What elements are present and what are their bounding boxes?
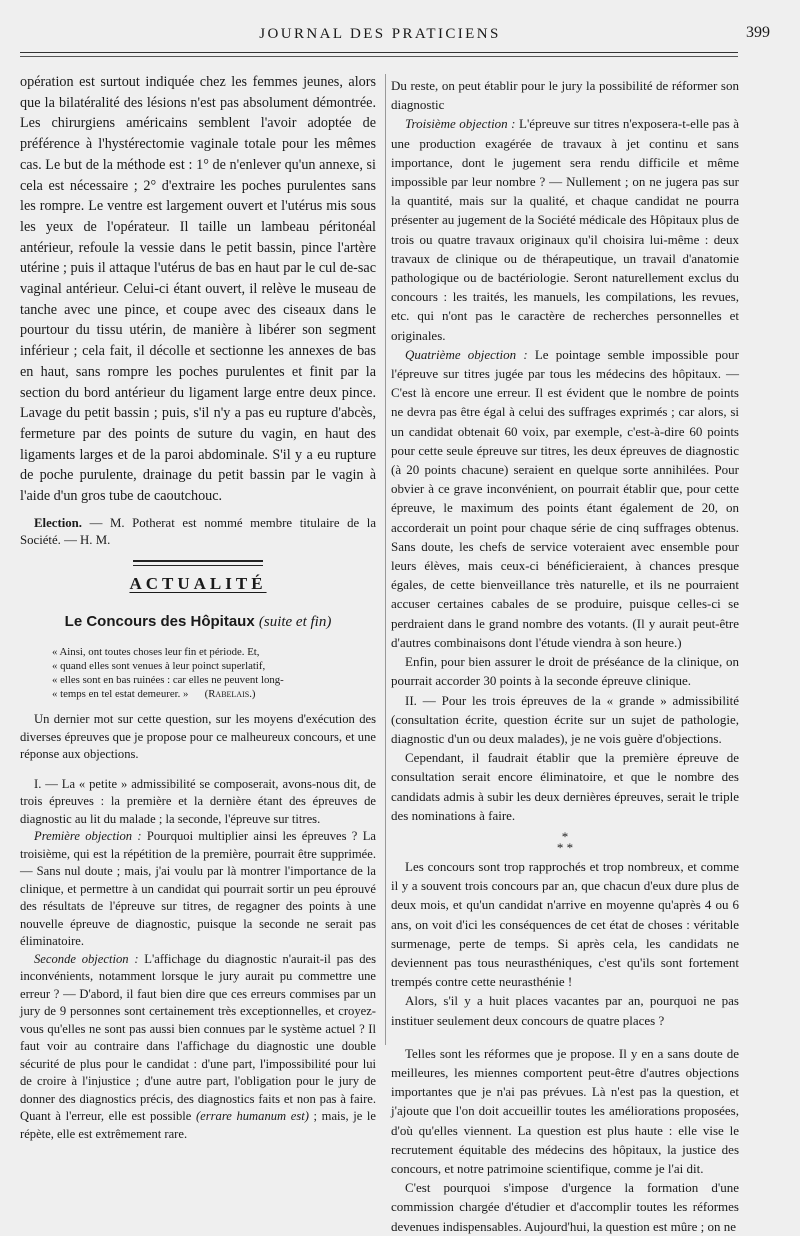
objection-label: Quatrième objection : [405, 346, 528, 362]
objection-paragraph: Seconde objection : L'affichage du diagnostic n'aurait-il pas des inconvénients, notamment lorsque le jury aurait pu commettre une erreur ? — D'abord, il faut bien dire que ces erreurs commises par un jury de 9 personnes sont certainement très exceptionnelles, et croyez-vous qu'elles ne sont pas aussi bien connues par le système actuel ? Il faut voir au contraire dans l'affichage du diagnostic une double sécurité de plus pour le candidat : d'une part, l'impossibilité pour lui de croire à l'injustice ; d'une autre part, l'obligation pour le jury de donner des diagnostics précis, des diagnostics faits et non pas à faire. Quant à l'erreur, elle est possible (errare humanum est) ; mais, je le répète, elle est extrêmement rare. [20, 951, 376, 1141]
objection-label: Troisième objection : [405, 116, 516, 132]
article-paragraph: Alors, s'il y a huit places vacantes par an, pourquoi ne pas instituer seulement deux concours de quatre places ? [391, 993, 739, 1028]
section-rule-thin [133, 565, 263, 566]
column-divider [385, 74, 386, 1045]
article-paragraph: Enfin, pour bien assurer le droit de préséance de la clinique, on pourrait accorder 30 points à la seconde épreuve clinique. [391, 654, 739, 689]
epigraph-line-last: « temps en tel estat demeurer. » (Rabelais.) [52, 688, 256, 701]
objection-paragraph: Troisième objection : L'épreuve sur titres n'exposera-t-elle pas à une production exagérée de travaux à jet continu et sans importance, dont le jugement sera rendu difficile et même impossible par leur nombre ? — Nullement ; on ne jugera pas sur la quantité, mais sur la qualité, et chaque candidat ne pourra présenter au jugement de la Société médicale des Hôpitaux plus de trois ou quatre travaux originaux qu'il choisira lui-même : deux travaux de clinique ou de thérapeutique, un travail d'anatomie pathologique ou de bactériologie. Seront naturellement exclus du concours : les traités, les manuels, les compilations, les revues, etc. qui n'ont pas le caractère de recherches personnelles et originales. [391, 116, 739, 343]
latin-phrase: (errare humanum est) [195, 1109, 309, 1124]
objection-label: Seconde objection : [34, 951, 139, 966]
election-label: Election. [34, 515, 82, 530]
left-column [20, 72, 376, 1143]
page-header [20, 22, 770, 50]
epigraph [52, 645, 376, 701]
section-heading: ACTUALITÉ [129, 573, 267, 593]
election-text: — M. Potherat est nommé membre titulaire de la Société. — H. M. [20, 515, 376, 548]
epigraph-line: « quand elles sont venues à leur poinct superlatif, [52, 660, 266, 673]
article-paragraph: I. — La « petite » admissibilité se composerait, avons-nous dit, de trois épreuves : la première et la dernière étant des épreuves de diagnostic au lit du malade ; la seconde, l'épreuve sur titres. [20, 776, 376, 826]
article-paragraph: Du reste, on peut établir pour le jury la possibilité de réformer son diagnostic [391, 78, 739, 113]
election-notice [20, 515, 376, 550]
epigraph-line: « Ainsi, ont toutes choses leur fin et période. Et, [52, 646, 260, 659]
section-separator-asterism: * * * [556, 828, 574, 855]
article-body-left [20, 711, 376, 1143]
article-title-text: Le Concours des Hôpitaux [64, 613, 255, 631]
article-paragraph: Les concours sont trop rapprochés et trop nombreux, et comme il y a souvent trois concours par an, que chacun d'eux dure plus de deux mois, et qu'un candidat n'arrive en moyenne qu'après 4 ou 6 ans, on voit d'ici les conséquences de cet état de choses : véritable surmenage, perte de temps. Si après cela, les candidats ne deviennent pas tous neurasthéniques, c'est qu'ils sont fortement trempés contre cette neurasthénie ! [391, 858, 739, 990]
epigraph-line: « elles sont en bas ruinées : car elles ne peuvent long- [52, 674, 284, 687]
article-title [20, 612, 376, 633]
header-rule [20, 52, 738, 57]
page-number: 399 [746, 24, 770, 41]
epigraph-source: (Rabelais.) [204, 688, 256, 701]
objection-label: Première objection : [34, 829, 142, 844]
article-paragraph: Cependant, il faudrait établir que la première épreuve de consultation serait encore éliminatoire, et que le nombre des candidats admis à subir les deux dernières épreuves, serait le triple des nominations à faire. [391, 750, 739, 823]
surgery-paragraph: opération est surtout indiquée chez les femmes jeunes, alors que la bilatéralité des lésions n'est pas absolument démontrée. Les chirurgiens américains semblent l'avoir adoptée de préférence à l'hystérectomie vaginale totale pour les mêmes cas. Le but de la méthode est : 1° de n'enlever qu'un annexe, si cela est nécessaire ; 2° d'extraire les poches purulentes sans les rompre. Le ventre est largement ouvert et l'utérus mis sous les yeux de l'opérateur. Il taille un lambeau péritonéal antérieur, refoule la vessie dans le petit bassin, pince l'artère utérine ; puis il attaque l'utérus de bas en haut par le cul de-sac vaginal antérieur. Celui-ci étant ouvert, il relève le museau de tanche avec une pince, et coupe avec des ciseaux dans le pourtour du tissu utérin, de manière à libérer son segment inférieur ; cela fait, il décolle et sectionne les annexes de bas en haut, sans rompre les poches purulentes et finit par la section du bord antérieur du ligament large entre deux pince. Lavage du petit bassin ; puis, s'il n'y a pas eu rupture d'abcès, fermeture par des points de suture du vagin, en haut des ligaments larges et de la paroi abdominale. S'il y a eu rupture de poche purulente, drainage du petit bassin par le vagin à l'aide d'un gros tube de caoutchouc. [20, 74, 376, 505]
article-paragraph: Telles sont les réformes que je propose. Il y en a sans doute de meilleures, les miennes comportent peut-être d'autres objections importantes que je n'ai pas prévues. Là n'est pas la question, et j'ajoute que l'on doit accueillir toutes les améliorations proposées, d'où qu'elles viennent. La question est plus haute : elle vise le recrutement équitable des médecins des hôpitaux, la justice des concours, et notre patrimoine scientifique, comme je l'ai dit. [391, 1045, 739, 1176]
right-column [391, 76, 739, 1236]
section-rule-thick [133, 560, 263, 562]
objection-paragraph: Quatrième objection : Le pointage semble impossible pour l'épreuve sur titres jugée par tous les médecins des hôpitaux. — C'est là encore une erreur. Il est évident que le nombre de points ne devra pas être égal à celui des suffrages exprimés ; car alors, si un candidat obtenait 60 voix, par exemple, c'est-à-dire 60 points pour cette seule épreuve sur titres, les deux épreuves de diagnostic (à 20 points chacune) seraient en quelque sorte annihilées. Pour obvier à ce grave inconvénient, on pourrait établir que, pour cette épreuve, le maximum des points étant également de 20, on accorderait un point pour chaque série de cinq suffrages obtenus. Sans doute, les chefs de service voteraient avec ensemble pour leurs élèves, mais ceux-ci bénéficieraient, à chances presque égales, de cette bienveillance très naturelle, et ils ne pourraient accuser certaines cabales de se produire, puisque celles-ci se perdraient dans le grand nombre des votants. (Il y aurait peut-être d'autres combinaisons dont l'étude viendra à son heure.) [391, 346, 739, 650]
article-paragraph: C'est pourquoi s'impose d'urgence la formation d'une commission chargée d'étudier et d'accomplir toutes les réformes devenues indispensables. Aujourd'hui, la question est mûre ; on ne [391, 1180, 739, 1234]
article-subtitle: (suite et fin) [258, 614, 332, 631]
running-title: JOURNAL DES PRATICIENS [259, 26, 501, 42]
objection-paragraph: Première objection : Pourquoi multiplier ainsi les épreuves ? La troisième, qui est la répétition de la première, pourrait être supprimée. — Sans nul doute ; mais, j'ai voulu par là montrer l'importance de la clinique, et permettre à un candidat qui pourrait sortir un peu éprouvé des résultats de l'épreuve sur titres, de regagner des points à une nouvelle épreuve de diagnostic, puisque la seconde ne serait pas éliminatoire. [20, 829, 376, 949]
article-paragraph: II. — Pour les trois épreuves de la « grande » admissibilité (consultation écrite, question écrite sur un sujet de pathologie, diagnostic d'un ou deux malades), je ne vois guère d'objections. [391, 692, 739, 746]
article-paragraph: Un dernier mot sur cette question, sur les moyens d'exécution des diverses épreuves que je propose pour ce malheureux concours, et une réponse aux objections. [20, 712, 376, 762]
